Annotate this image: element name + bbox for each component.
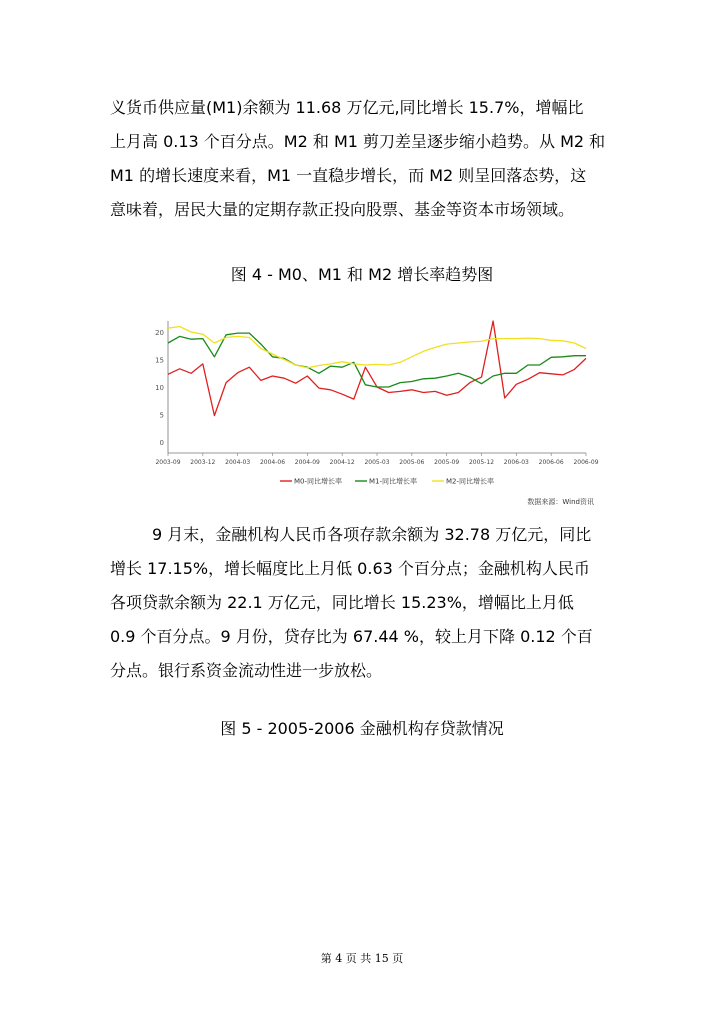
growth-rate-chart bbox=[150, 313, 610, 513]
x-tick-label: 2006-09 bbox=[573, 459, 599, 466]
series-line bbox=[168, 327, 586, 368]
y-tick-label: 0 bbox=[159, 439, 164, 447]
x-tick-label: 2004-09 bbox=[294, 459, 320, 466]
paragraph-2 bbox=[110, 518, 616, 688]
text-line: 增长 17.15%，增长幅度比上月低 0.63 个百分点；金融机构人民币 bbox=[110, 559, 590, 578]
x-tick-label: 2005-09 bbox=[434, 459, 460, 466]
x-tick-label: 2005-06 bbox=[399, 459, 425, 466]
x-tick-label: 2004-12 bbox=[329, 459, 355, 466]
text-line: 各项贷款余额为 22.1 万亿元，同比增长 15.23%，增幅比上月低 bbox=[110, 593, 574, 612]
text-line: M1 的增长速度来看，M1 一直稳步增长，而 M2 则呈回落态势，这 bbox=[110, 166, 587, 185]
x-tick-label: 2003-12 bbox=[190, 459, 216, 466]
page-footer: 第 4 页 共 15 页 bbox=[320, 952, 404, 965]
chart-svg bbox=[150, 313, 610, 513]
chart-source: 数据来源：Wind资讯 bbox=[527, 498, 594, 506]
x-tick-label: 2004-06 bbox=[259, 459, 286, 466]
figure-5-caption: 图 5 - 2005-2006 金融机构存贷款情况 bbox=[220, 719, 504, 738]
x-tick-label: 2005-03 bbox=[364, 459, 390, 466]
text-line: 意味着，居民大量的定期存款正投向股票、基金等资本市场领域。 bbox=[110, 200, 575, 219]
legend-label: M2-同比增长率 bbox=[446, 477, 495, 486]
x-tick-label: 2006-03 bbox=[503, 459, 529, 466]
x-tick-label: 2003-09 bbox=[155, 459, 181, 466]
y-tick-label: 20 bbox=[155, 329, 164, 337]
y-tick-label: 10 bbox=[155, 384, 164, 392]
text-line: 上月高 0.13 个百分点。M2 和 M1 剪刀差呈逐步缩小趋势。从 M2 和 bbox=[110, 132, 606, 151]
text-line: 义货币供应量(M1)余额为 11.68 万亿元,同比增长 15.7%，增幅比 bbox=[110, 98, 584, 117]
legend-label: M1-同比增长率 bbox=[369, 477, 418, 486]
y-tick-label: 5 bbox=[159, 411, 164, 420]
legend-label: M0-同比增长率 bbox=[294, 477, 343, 486]
figure-4-caption: 图 4 - M0、M1 和 M2 增长率趋势图 bbox=[230, 265, 494, 284]
y-tick-label: 15 bbox=[155, 356, 164, 365]
x-tick-label: 2006-06 bbox=[538, 459, 564, 466]
paragraph-1 bbox=[110, 91, 616, 227]
text-line: 分点。银行系资金流动性进一步放松。 bbox=[110, 661, 383, 680]
x-tick-label: 2004-03 bbox=[225, 459, 251, 466]
text-line: 0.9 个百分点。9 月份，贷存比为 67.44 %，较上月下降 0.12 个百 bbox=[110, 627, 593, 646]
x-tick-label: 2005-12 bbox=[468, 459, 495, 466]
text-line: 9 月末，金融机构人民币各项存款余额为 32.78 万亿元，同比 bbox=[152, 525, 592, 544]
